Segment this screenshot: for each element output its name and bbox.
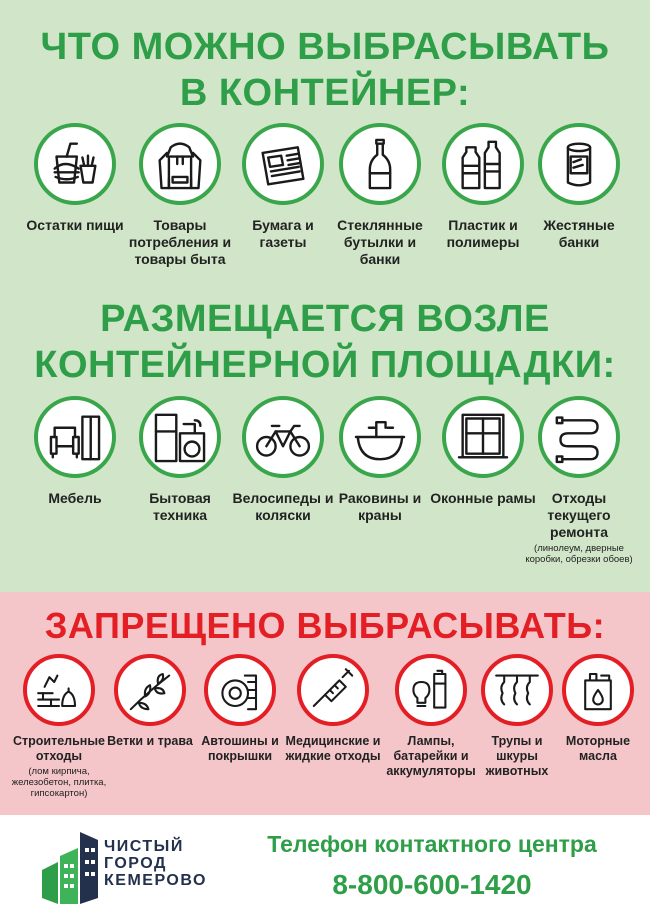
list-item bbox=[524, 396, 634, 565]
nearby-heading bbox=[0, 296, 650, 388]
list-item bbox=[524, 123, 634, 251]
item-label: Стеклянные бутылки и банки bbox=[337, 217, 423, 267]
list-item bbox=[104, 654, 196, 749]
pipes-icon bbox=[538, 396, 620, 478]
window-frame-icon bbox=[442, 396, 524, 478]
list-item bbox=[8, 654, 110, 799]
plastic-bottles-icon bbox=[442, 123, 524, 205]
phone-number[interactable]: 8-800-600-1420 bbox=[332, 869, 532, 900]
motor-oil-icon bbox=[562, 654, 634, 726]
item-label: Велосипеды и коляски bbox=[232, 490, 334, 523]
hoodie-icon bbox=[139, 123, 221, 205]
item-note: (лом кирпича, железобетон, плитка, гипсокартон) bbox=[11, 766, 107, 799]
list-item bbox=[428, 123, 538, 251]
item-label: Моторные масла bbox=[565, 734, 631, 763]
item-label: Раковины и краны bbox=[338, 490, 422, 523]
forbidden-heading: ЗАПРЕЩЕНО ВЫБРАСЫВАТЬ: bbox=[44, 605, 606, 646]
item-label: Оконные рамы bbox=[430, 490, 536, 506]
logo-text bbox=[104, 838, 207, 889]
bicycle-icon bbox=[242, 396, 324, 478]
list-item bbox=[20, 123, 130, 234]
item-label: Строительные отходы bbox=[13, 734, 105, 763]
list-item bbox=[325, 123, 435, 268]
allowed-heading-line1: ЧТО МОЖНО ВЫБРАСЫВАТЬ bbox=[40, 26, 610, 68]
syringe-icon bbox=[297, 654, 369, 726]
city-logo bbox=[38, 826, 100, 906]
list-item bbox=[428, 396, 538, 507]
logo-line1: ЧИСТЫЙ bbox=[104, 838, 184, 855]
list-item bbox=[280, 654, 386, 764]
item-label: Жестяные банки bbox=[543, 217, 615, 250]
list-item bbox=[325, 396, 435, 524]
newspaper-icon bbox=[242, 123, 324, 205]
phone-label: Телефон контактного центра bbox=[267, 831, 597, 857]
item-label: Медицинские и жидкие отходы bbox=[285, 734, 381, 763]
animal-carcass-icon bbox=[481, 654, 553, 726]
list-item bbox=[474, 654, 560, 779]
logo-line2: ГОРОД bbox=[104, 855, 167, 872]
item-label: Отходы текущего ремонта bbox=[547, 490, 611, 540]
item-label: Лампы, батарейки и аккумуляторы bbox=[386, 734, 476, 778]
list-item bbox=[125, 396, 235, 524]
allowed-heading bbox=[0, 24, 650, 116]
construction-waste-icon bbox=[23, 654, 95, 726]
furniture-icon bbox=[34, 396, 116, 478]
item-note: (линолеум, дверные коробки, обрезки обоев) bbox=[525, 543, 633, 565]
nearby-heading-line1: РАЗМЕЩАЕТСЯ ВОЗЛЕ bbox=[100, 298, 550, 340]
item-label: Пластик и полимеры bbox=[446, 217, 520, 250]
list-item bbox=[20, 396, 130, 507]
tin-can-icon bbox=[538, 123, 620, 205]
item-label: Бытовая техника bbox=[149, 490, 211, 523]
list-item bbox=[376, 654, 486, 779]
logo-line3: КЕМЕРОВО bbox=[104, 872, 207, 889]
list-item bbox=[228, 123, 338, 251]
glass-bottle-icon bbox=[339, 123, 421, 205]
item-label: Мебель bbox=[48, 490, 102, 506]
item-label: Трупы и шкуры животных bbox=[485, 734, 549, 778]
appliances-icon bbox=[139, 396, 221, 478]
list-item bbox=[190, 654, 290, 764]
item-label: Ветки и трава bbox=[107, 734, 193, 748]
food-scraps-icon bbox=[34, 123, 116, 205]
sink-icon bbox=[339, 396, 421, 478]
item-label: Остатки пищи bbox=[26, 217, 124, 233]
tires-icon bbox=[204, 654, 276, 726]
list-item bbox=[125, 123, 235, 268]
list-item bbox=[228, 396, 338, 524]
item-label: Бумага и газеты bbox=[252, 217, 314, 250]
item-label: Автошины и покрышки bbox=[201, 734, 279, 763]
allowed-heading-line2: В КОНТЕЙНЕР: bbox=[179, 72, 471, 114]
lamps-batteries-icon bbox=[395, 654, 467, 726]
nearby-heading-line2: КОНТЕЙНЕРНОЙ ПЛОЩАДКИ: bbox=[34, 344, 616, 386]
branch-icon bbox=[114, 654, 186, 726]
item-label: Товары потребления и товары быта bbox=[128, 217, 232, 267]
list-item bbox=[552, 654, 644, 764]
